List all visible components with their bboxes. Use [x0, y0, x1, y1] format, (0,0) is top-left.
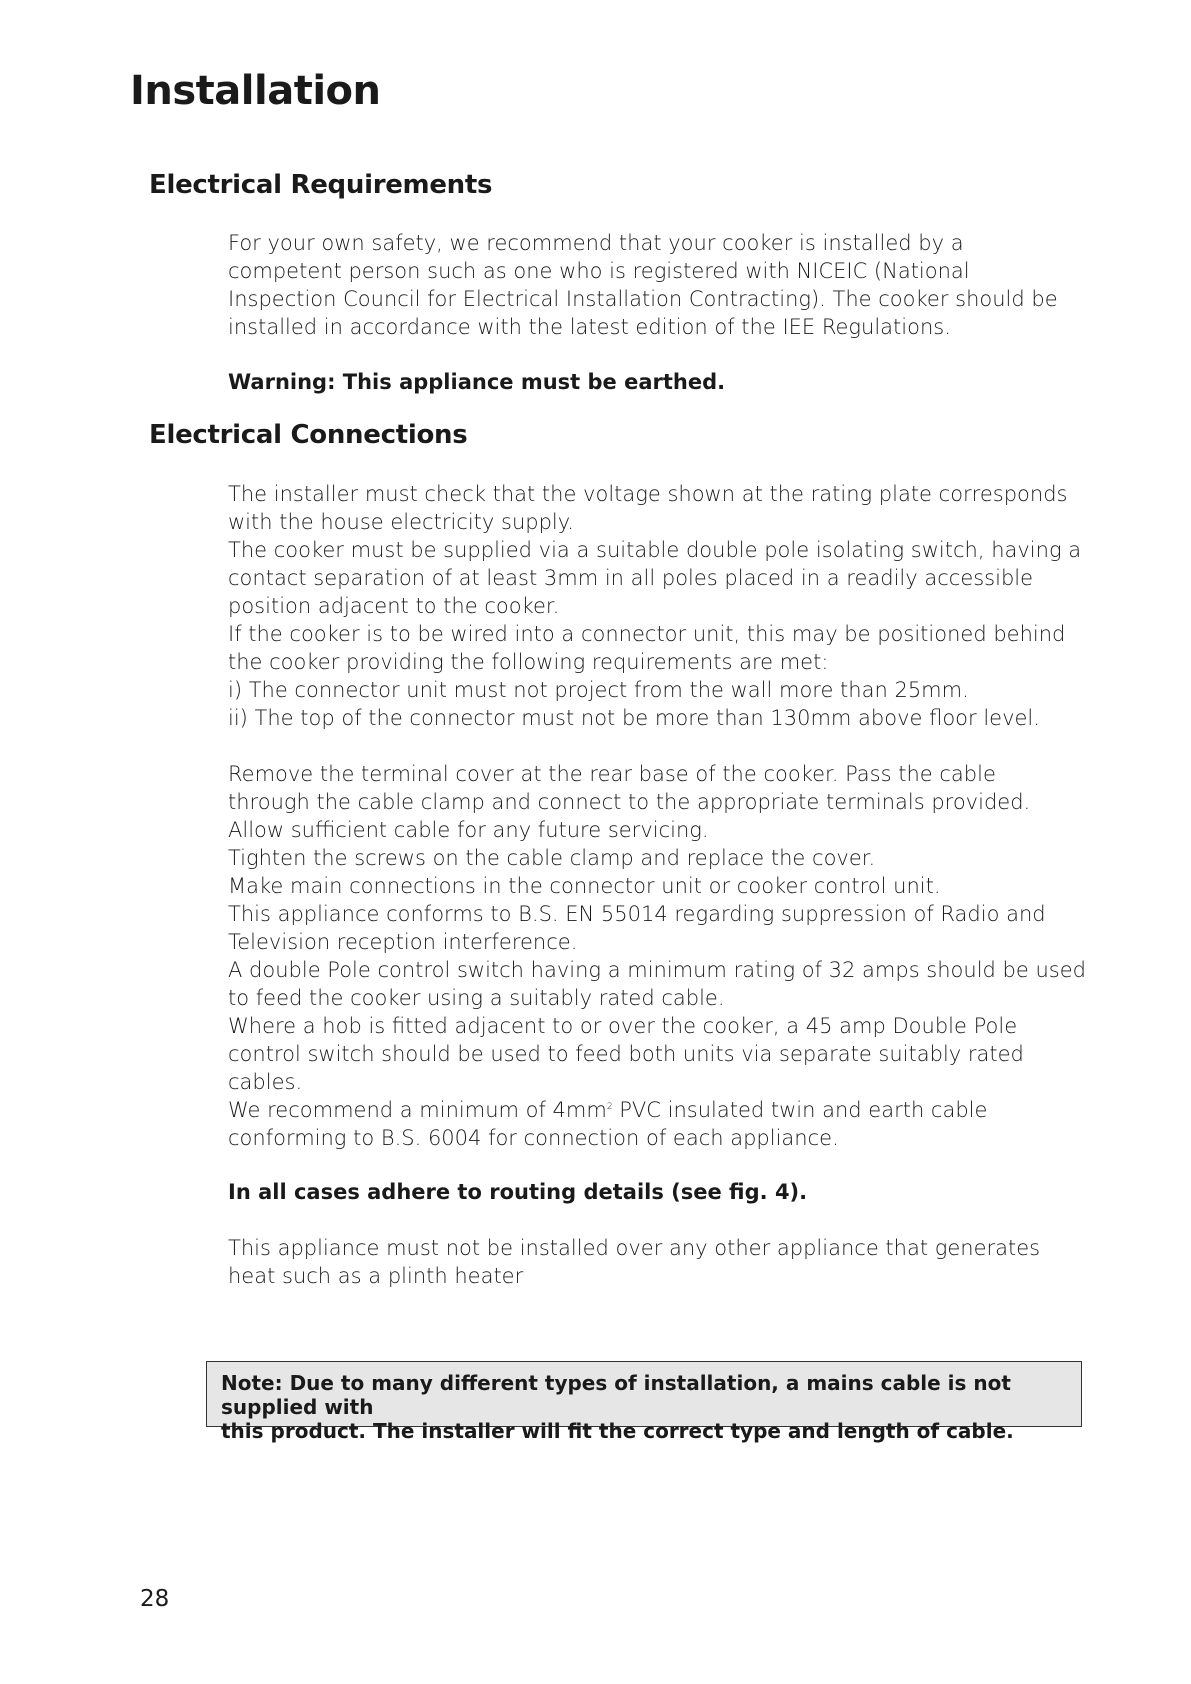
routing-note: In all cases adhere to routing details (see fig. 4). — [228, 1180, 808, 1204]
text-line: i) The connector unit must not project from the wall more than 25mm. — [228, 678, 969, 702]
text-line: heat such as a plinth heater — [228, 1264, 524, 1288]
text-line: position adjacent to the cooker. — [228, 594, 560, 618]
text-line: control switch should be used to feed both units via separate suitably rated — [228, 1042, 1024, 1066]
text-line: ii) The top of the connector must not be more than 130mm above floor level. — [228, 706, 1040, 730]
page-title: Installation — [130, 68, 381, 114]
text-line: Make main connections in the connector unit or cooker control unit. — [228, 874, 941, 898]
connections-paragraph-2 — [228, 760, 1108, 1152]
text-line: This appliance must not be installed over any other appliance that generates — [228, 1236, 1041, 1260]
heat-warning-paragraph — [228, 1234, 1108, 1290]
page-number: 28 — [140, 1586, 170, 1612]
text-line: conforming to B.S. 6004 for connection of each appliance. — [228, 1126, 839, 1150]
cable-recommendation-line — [228, 1096, 1108, 1124]
text-line: contact separation of at least 3mm in all poles placed in a readily accessible — [228, 566, 1034, 590]
text-line: This appliance conforms to B.S. EN 55014 regarding suppression of Radio and — [228, 902, 1046, 926]
text-line: Tighten the screws on the cable clamp and replace the cover. — [228, 846, 876, 870]
text-line: Inspection Council for Electrical Installation Contracting). The cooker should be — [228, 287, 1058, 311]
text-line: through the cable clamp and connect to the appropriate terminals provided. — [228, 790, 1031, 814]
superscript-squared: 2 — [606, 1102, 613, 1112]
text-line: For your own safety, we recommend that your cooker is installed by a — [228, 231, 964, 255]
connections-paragraph-1 — [228, 480, 1108, 732]
requirements-paragraph — [228, 229, 1108, 341]
text-fragment: We recommend a minimum of 4mm — [228, 1098, 607, 1122]
text-fragment: PVC insulated twin and earth cable — [612, 1098, 988, 1122]
text-line: If the cooker is to be wired into a connector unit, this may be positioned behind — [228, 622, 1066, 646]
text-line: A double Pole control switch having a minimum rating of 32 amps should be used — [228, 958, 1086, 982]
text-line: competent person such as one who is registered with NICEIC (National — [228, 259, 970, 283]
text-line: Where a hob is fitted adjacent to or over the cooker, a 45 amp Double Pole — [228, 1014, 1018, 1038]
section-heading-electrical-requirements: Electrical Requirements — [149, 170, 493, 200]
note-line: this product. The installer will fit the correct type and length of cable. — [221, 1419, 1014, 1443]
earth-warning: Warning: This appliance must be earthed. — [228, 370, 726, 394]
text-line: Allow sufficient cable for any future servicing. — [228, 818, 709, 842]
text-line: cables. — [228, 1070, 303, 1094]
note-box — [206, 1361, 1082, 1443]
note-line: Note: Due to many different types of installation, a mains cable is not supplied with — [221, 1371, 1011, 1419]
text-line: the cooker providing the following requirements are met: — [228, 650, 829, 674]
text-line: installed in accordance with the latest edition of the IEE Regulations. — [228, 315, 951, 339]
text-line: The installer must check that the voltage shown at the rating plate corresponds — [228, 482, 1068, 506]
text-line: Remove the terminal cover at the rear base of the cooker. Pass the cable — [228, 762, 996, 786]
text-line: Television reception interference. — [228, 930, 578, 954]
text-line: The cooker must be supplied via a suitable double pole isolating switch, having a — [228, 538, 1082, 562]
text-line: to feed the cooker using a suitably rated cable. — [228, 986, 725, 1010]
text-line: with the house electricity supply. — [228, 510, 574, 534]
section-heading-electrical-connections: Electrical Connections — [149, 420, 468, 450]
